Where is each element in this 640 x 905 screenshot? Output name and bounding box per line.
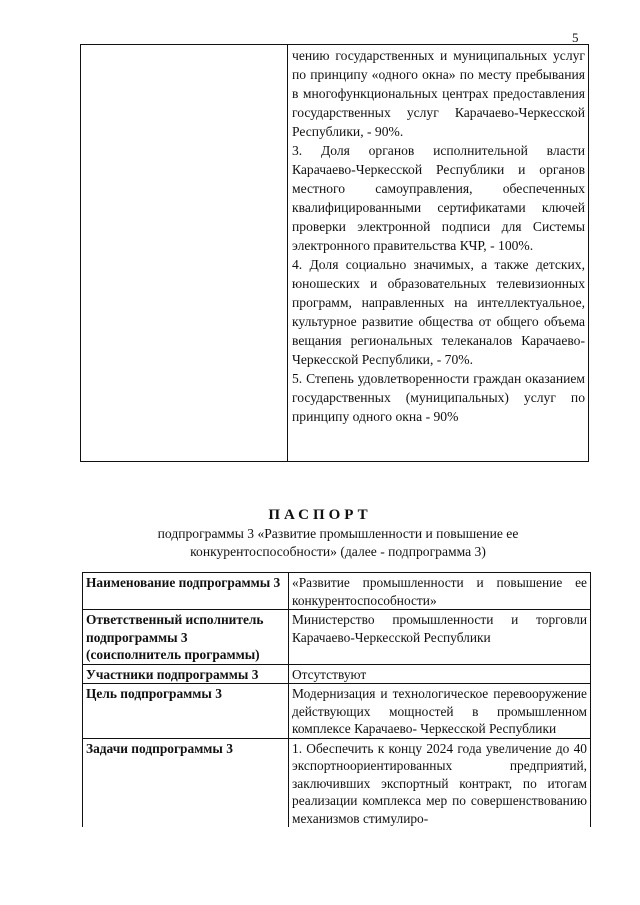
- table-row: [83, 573, 591, 610]
- continuation-paragraph: 3. Доля органов исполнительной власти Карачаево-Черкесской Республики и органов местного самоуправления, обеспеченных квалифицированными сертификатами ключей проверки электронной подписи для Системы электронного правительства КЧР, - 100%.: [292, 143, 585, 253]
- table-row: [83, 664, 591, 684]
- continuation-table: [80, 44, 589, 462]
- continuation-label-cell: [81, 45, 288, 461]
- continuation-paragraph: чению государственных и муниципальных услуг по принципу «одного окна» по месту пребывания в многофункциональных центрах предоставления государственных услуг Карачаево-Черкесской Республики, - 90%.: [292, 48, 585, 139]
- row-value: Отсутствуют: [289, 664, 591, 684]
- row-value: Министерство промышленности и торговли Карачаево-Черкесской Республики: [289, 610, 591, 665]
- page-number: 5: [572, 30, 579, 45]
- table-row: [83, 610, 591, 665]
- row-value: 1. Обеспечить к концу 2024 года увеличение до 40 экспортноориентированных предприятий, заключивших экспортный контракт, по итогам реализации комплекса мер по совершенствованию механизмов стимулиро-: [289, 738, 591, 827]
- row-label: Задачи подпрограммы 3: [83, 738, 289, 827]
- continuation-value-cell: [288, 45, 588, 461]
- table-row: [83, 738, 591, 827]
- row-value: Модернизация и технологическое перевооружение действующих мощностей в промышленном комплексе Карачаево- Черкесской Республики: [289, 684, 591, 739]
- passport-subtitle: подпрограммы 3 «Развитие промышленности и повышение ее конкурентоспособности» (далее - подпрограмма 3): [157, 526, 519, 559]
- continuation-paragraph: 5. Степень удовлетворенности граждан оказанием государственных (муниципальных) услуг по принципу одного окна - 90%: [292, 371, 585, 424]
- table-row: [83, 684, 591, 739]
- passport-title: ПАСПОРТ: [268, 507, 372, 523]
- passport-table: [82, 572, 591, 827]
- row-label: Наименование подпрограммы 3: [83, 573, 289, 610]
- row-label: Участники подпрограммы 3: [83, 664, 289, 684]
- continuation-paragraph: 4. Доля социально значимых, а также детских, юношеских и образовательных телевизионных программ, направленных на интеллектуальное, культурное развитие общества от общего объема вещания региональных телеканалов Карачаево-Черкесской Республики, - 70%.: [292, 257, 585, 367]
- row-label: Цель подпрограммы 3: [83, 684, 289, 739]
- row-label: Ответственный исполнитель подпрограммы 3 (соисполнитель программы): [83, 610, 289, 665]
- row-value: «Развитие промышленности и повышение ее конкурентоспособности»: [289, 573, 591, 610]
